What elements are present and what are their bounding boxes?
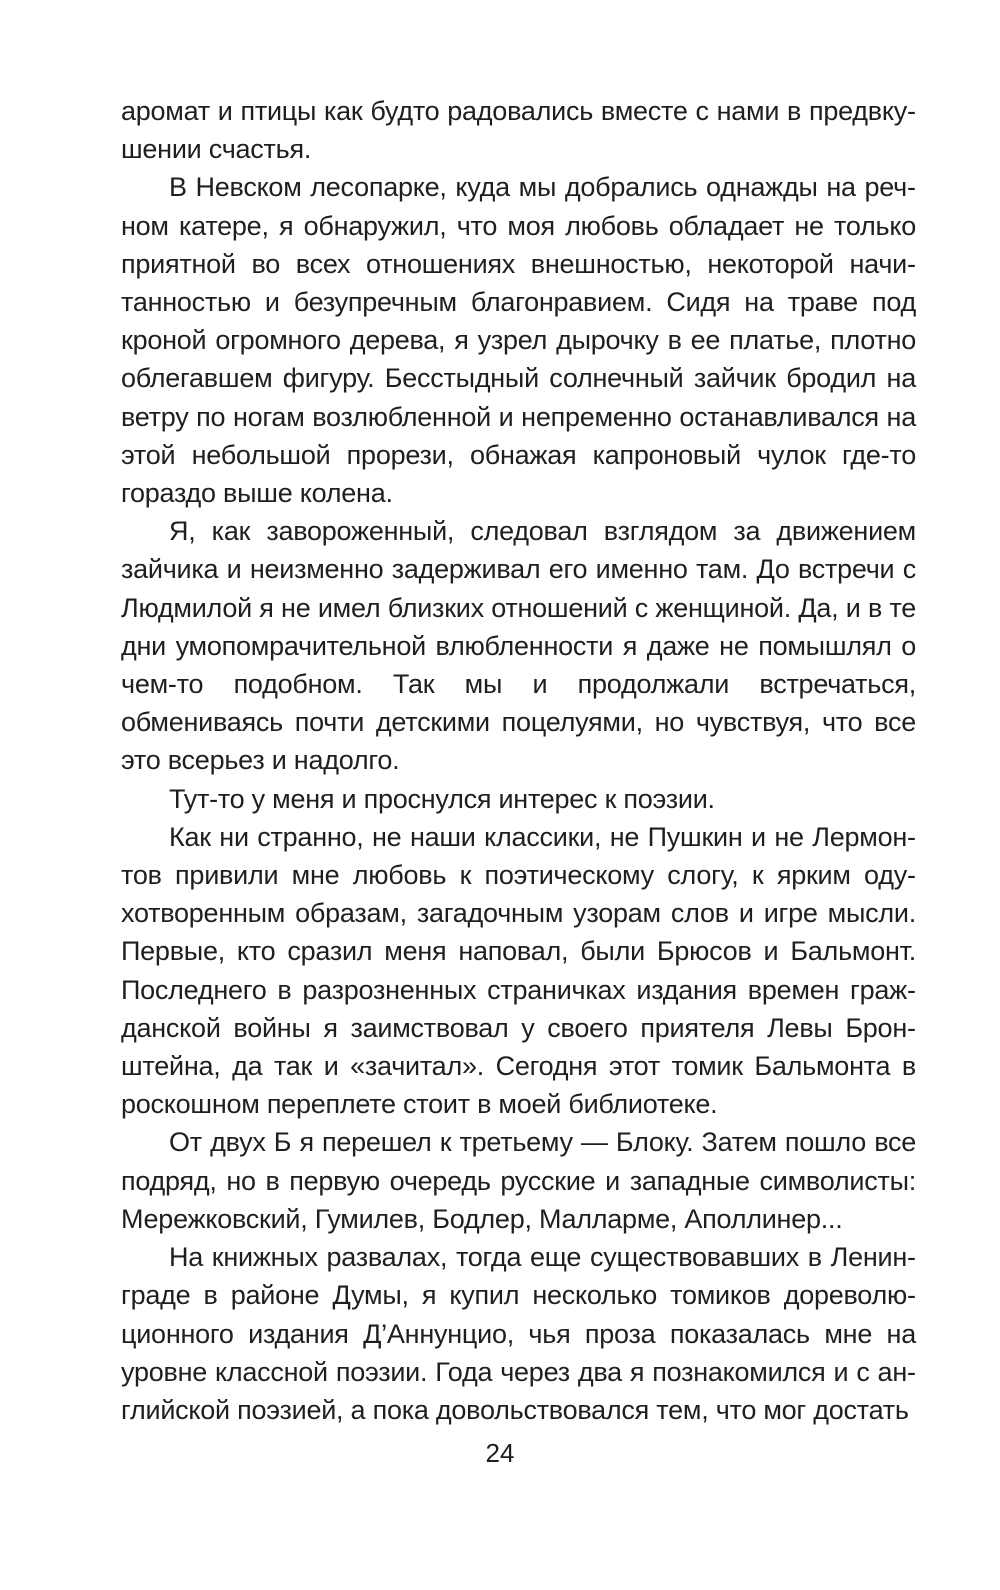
paragraph-6: От двух Б я перешел к третьему — Блоку. Затем пошло все подряд, но в первую очередь русские и западные символисты: Мережковский, Гумилев, Бодлер, Малларме, Аполлинер... — [121, 1127, 916, 1234]
paragraph-3: Я, как завороженный, следовал взглядом за движением зайчика и неизменно задерживал его именно там. До встречи с Людмилой я не имел близких отношений с женщиной. Да, и в те дни умопомрачительной влюбленности я даже не помышлял о чем-то подобном. Так мы и продолжали встречаться, обмениваясь почти детскими поцелуями, но чувствуя, что все это всерьез и надолго. — [121, 516, 916, 776]
paragraph-1: аромат и птицы как будто радовались вместе с нами в предвкушении счастья. — [121, 96, 916, 165]
paragraph-7: На книжных развалах, тогда еще существовавших в Ленинграде в районе Думы, я купил несколько томиков дореволюционного издания Д’Аннунцио, чья проза показалась мне на уровне классной поэзии. Года через два я познакомился и с английской поэзией, а пока довольствовался тем, что мог достать — [121, 1242, 916, 1425]
paragraph-5: Как ни странно, не наши классики, не Пушкин и не Лермонтов привили мне любовь к поэтическому слогу, к ярким одухотворенным образам, загадочным узорам слов и игре мысли. Первые, кто сразил меня наповал, были Брюсов и Бальмонт. Последнего в разрозненных страничках издания времен гражданской войны я заимствовал у своего приятеля Левы Бронштейна, да так и «зачитал». Сегодня этот томик Бальмонта в роскошном переплете стоит в моей библиотеке. — [121, 821, 916, 1120]
page-number: 24 — [485, 1438, 515, 1468]
paragraph-4: Тут-то у меня и проснулся интерес к поэзии. — [169, 783, 715, 814]
body-text — [121, 92, 916, 1429]
paragraph-2: В Невском лесопарке, куда мы добрались однажды на речном катере, я обнаружил, что моя любовь обладает не только приятной во всех отношениях внешностью, некоторой начитанностью и безупречным благонравием. Сидя на траве под кроной огромного дерева, я узрел дырочку в ее платье, плотно облегавшем фигуру. Бесстыдный солнечный зайчик бродил на ветру по ногам возлюбленной и непременно останавливался на этой небольшой прорези, обнажая капроновый чулок где-то гораздо выше колена. — [121, 172, 916, 509]
